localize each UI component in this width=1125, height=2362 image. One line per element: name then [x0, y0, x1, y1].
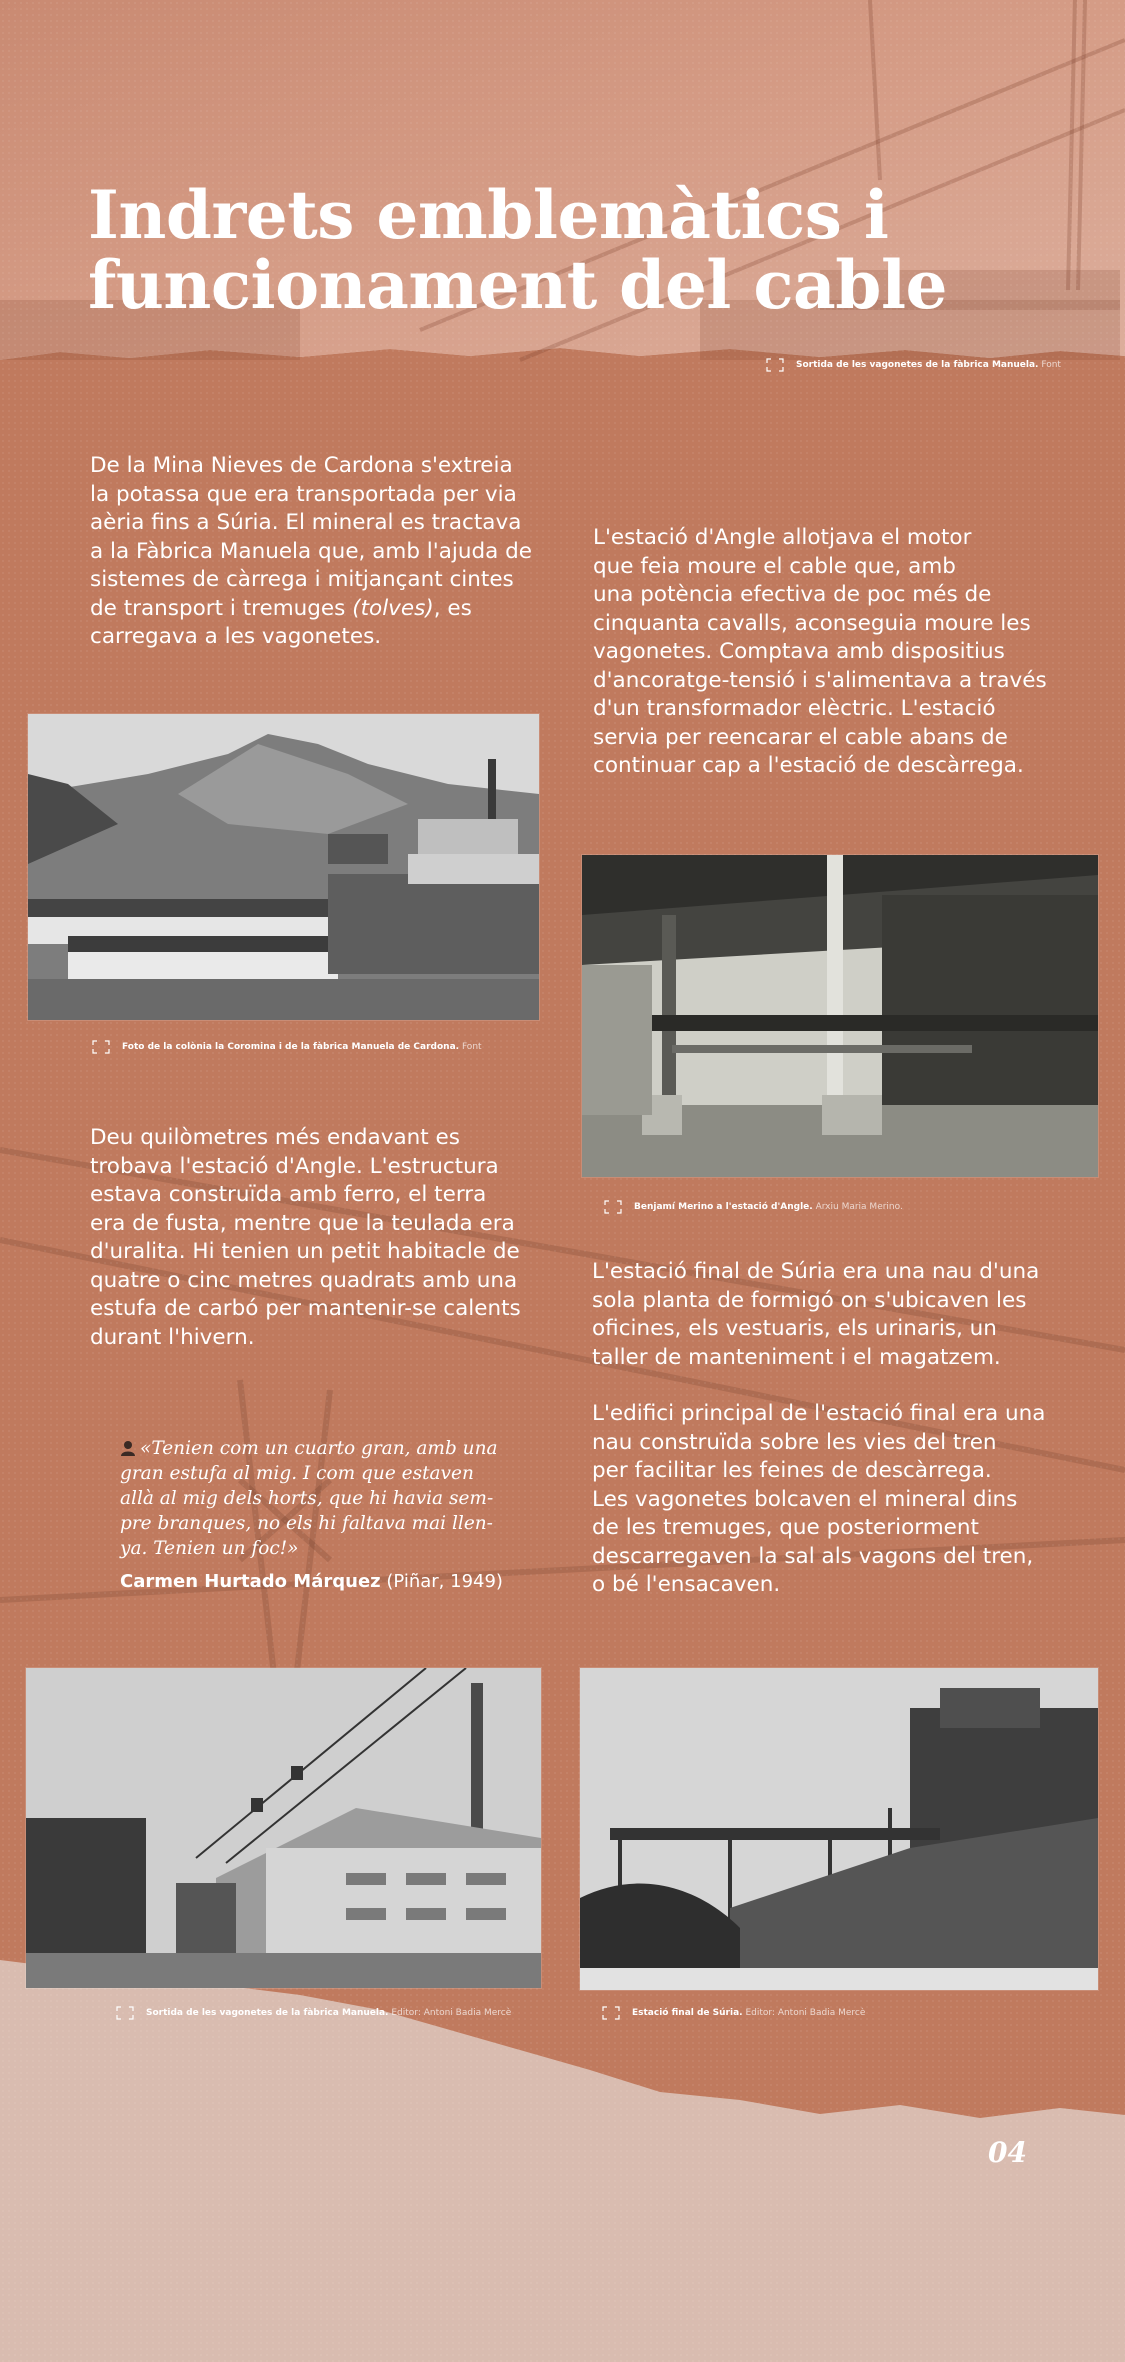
photo-benjami-merino	[582, 855, 1098, 1177]
text-line: cinquanta cavalls, aconseguia moure les	[593, 610, 1031, 636]
sortida-photo-caption	[116, 2006, 511, 2020]
final-station-paragraph	[592, 1258, 1072, 1600]
person-icon	[120, 1440, 136, 1456]
caption-credit: Font	[1041, 360, 1061, 370]
text-line: L'edifici principal de l'estació final era una	[592, 1401, 1046, 1426]
merino-photo-caption	[604, 1200, 903, 1214]
text-line: oficines, els vestuaris, els urinaris, un	[592, 1316, 997, 1341]
text-line: trobava l'estació d'Angle. L'estructura	[90, 1153, 499, 1179]
quote-line: allà al mig dels horts, que hi havia sem-	[120, 1488, 494, 1509]
photo-merino-image	[582, 855, 1098, 1177]
text-line: nau construïda sobre les vies del tren	[592, 1429, 997, 1455]
text-line: de les tremuges, que posteriorment	[592, 1515, 979, 1540]
caption-credit: Arxiu Maria Merino.	[815, 1202, 903, 1212]
title-line-1: Indrets emblemàtics i	[88, 176, 889, 254]
quote-author	[120, 1571, 530, 1592]
testimony-quote	[120, 1436, 530, 1592]
photo-frame-icon	[604, 1200, 622, 1214]
colonia-photo-caption	[92, 1040, 482, 1054]
photo-colonia-image	[28, 714, 539, 1020]
text-line: vagonetes. Comptava amb dispositius	[593, 639, 1005, 664]
caption-credit: Font	[461, 1042, 482, 1052]
quote-line: gran estufa al mig. I com que estaven	[120, 1463, 474, 1484]
text-italic: (tolves)	[352, 595, 434, 621]
text-line: sistemes de càrrega i mitjançant cintes	[90, 567, 514, 592]
text-line: sola planta de formigó on s'ubicaven les	[592, 1287, 1027, 1313]
text-line: descarregaven la sal als vagons del tren,	[592, 1543, 1034, 1569]
photo-frame-icon	[766, 358, 784, 372]
text-line: d'ancoratge-tensió i s'alimentava a través	[593, 667, 1047, 693]
quote-line: ya. Tenien un foc!»	[120, 1538, 299, 1559]
photo-frame-icon	[116, 2006, 134, 2020]
text-line: estava construïda amb ferro, el terra	[90, 1182, 487, 1207]
intro-paragraph	[90, 452, 550, 652]
text-line: que feia moure el cable que, amb	[593, 553, 956, 579]
text-line: d'un transformador elèctric. L'estació	[593, 696, 996, 721]
quote-text: «Tenien com un cuarto gran, amb una	[140, 1438, 498, 1459]
text-line: carregava a les vagonetes.	[90, 624, 382, 649]
caption-title: Benjamí Merino a l'estació d'Angle.	[634, 1202, 813, 1212]
final-photo-caption	[602, 2006, 865, 2020]
structure-paragraph	[90, 1124, 550, 1352]
header-photo-caption	[766, 358, 1061, 372]
text-line: o bé l'ensacaven.	[592, 1572, 781, 1597]
caption-title: Foto de la colònia la Coromina i de la fàbrica Manuela de Cardona.	[122, 1042, 460, 1052]
text-line: taller de manteniment i el magatzem.	[592, 1344, 1001, 1370]
angle-station-paragraph	[593, 524, 1063, 781]
photo-frame-icon	[602, 2006, 620, 2020]
page-number: 04	[988, 2136, 1027, 2169]
author-name: Carmen Hurtado Márquez	[120, 1571, 381, 1592]
photo-frame-icon	[92, 1040, 110, 1054]
text-line	[90, 595, 550, 624]
caption-title: Estació final de Súria.	[632, 2008, 743, 2018]
caption-title: Sortida de les vagonetes de la fàbrica Manuela.	[146, 2008, 389, 2018]
text-line: era de fusta, mentre que la teulada era	[90, 1210, 515, 1236]
text-line: per facilitar les feines de descàrrega.	[592, 1458, 992, 1483]
photo-final-image	[580, 1668, 1098, 1990]
text-line: L'estació final de Súria era una nau d'una	[592, 1259, 1040, 1284]
text-line: quatre o cinc metres quadrats amb una	[90, 1267, 518, 1293]
photo-estacio-final	[580, 1668, 1098, 1990]
paragraph-gap	[592, 1372, 1072, 1400]
photo-sortida-vagonetes	[26, 1668, 541, 1988]
photo-colonia-coromina	[28, 714, 539, 1020]
text-line: durant l'hivern.	[90, 1324, 255, 1350]
caption-title: Sortida de les vagonetes de la fàbrica Manuela.	[796, 360, 1039, 370]
text-line: De la Mina Nieves de Cardona s'extreia	[90, 453, 513, 478]
text-span: , es	[433, 595, 472, 621]
text-line: una potència efectiva de poc més de	[593, 582, 992, 607]
text-line: aèria fins a Súria. El mineral es tractava	[90, 510, 522, 535]
text-line: Les vagonetes bolcaven el mineral dins	[592, 1486, 1018, 1512]
caption-credit: Editor: Antoni Badia Mercè	[745, 2008, 866, 2018]
text-line: estufa de carbó per mantenir-se calents	[90, 1296, 521, 1321]
quote-line	[120, 1436, 530, 1461]
caption-credit: Editor: Antoni Badia Mercè	[391, 2008, 512, 2018]
author-origin: (Piñar, 1949)	[386, 1571, 503, 1592]
text-line: a la Fàbrica Manuela que, amb l'ajuda de	[90, 538, 532, 564]
text-line: Deu quilòmetres més endavant es	[90, 1125, 460, 1150]
page-title	[88, 176, 1048, 324]
text-line: la potassa que era transportada per via	[90, 481, 517, 507]
text-line: servia per reencarar el cable abans de	[593, 724, 1008, 750]
photo-sortida-image	[26, 1668, 541, 1988]
title-line-2: funcionament del cable	[88, 246, 948, 324]
text-line: L'estació d'Angle allotjava el motor	[593, 525, 972, 550]
quote-line: pre branques, no els hi faltava mai llen-	[120, 1513, 493, 1534]
text-line: continuar cap a l'estació de descàrrega.	[593, 753, 1024, 778]
text-line: d'uralita. Hi tenien un petit habitacle de	[90, 1239, 520, 1264]
text-span: de transport i tremuges	[90, 595, 346, 621]
